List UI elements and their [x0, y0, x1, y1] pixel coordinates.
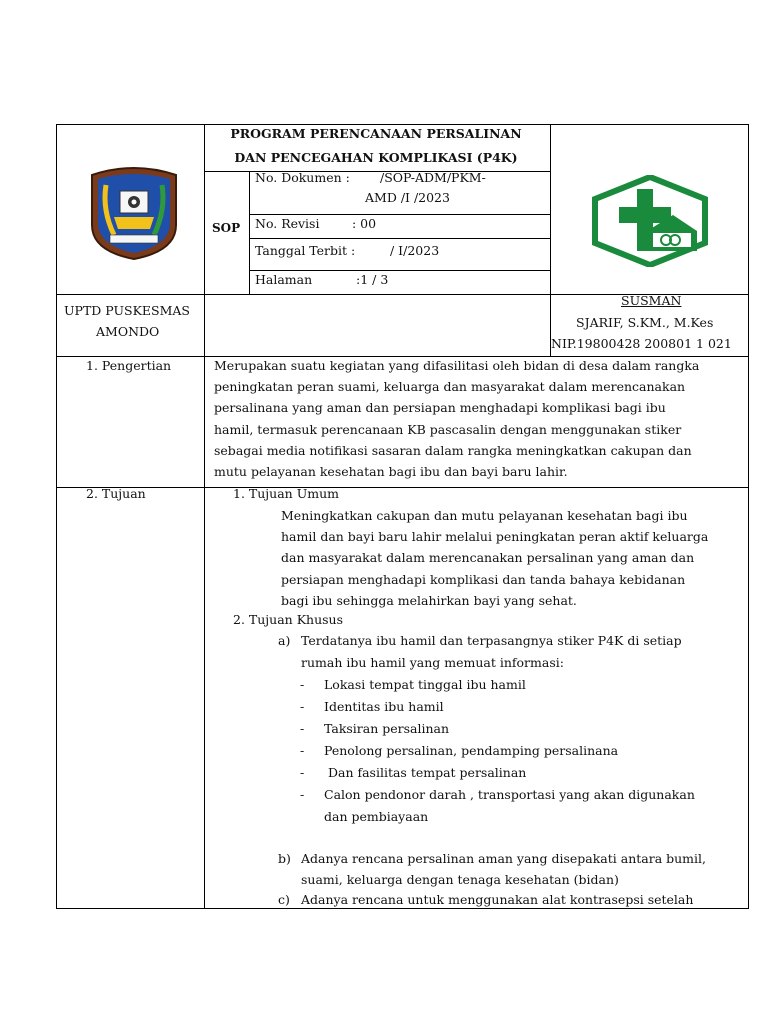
- signer-name-line1: SUSMAN: [621, 293, 682, 308]
- item-a-marker: a): [278, 633, 291, 648]
- doc-number-value-1: /SOP-ADM/PKM-: [380, 170, 486, 185]
- pengertian-line: sebagai media notifikasi sasaran dalam rangka meningkatkan cakupan dan: [214, 442, 692, 458]
- tujuan-umum-label: 1. Tujuan Umum: [233, 486, 339, 501]
- tujuan-umum-line: Meningkatkan cakupan dan mutu pelayanan kesehatan bagi ibu: [281, 508, 688, 523]
- bullet-dash: -: [300, 677, 305, 692]
- page-value: :1 / 3: [356, 272, 389, 287]
- pengertian-text: [214, 355, 699, 482]
- bullet-item: Calon pendonor darah , transportasi yang akan digunakan: [324, 787, 695, 802]
- tujuan-umum-line: persiapan menghadapi komplikasi dan tanda bahaya kebidanan: [281, 571, 686, 587]
- puskesmas-logo-icon: [591, 175, 709, 267]
- regional-logo-cell: [56, 124, 205, 295]
- signer-name-line2: SJARIF, S.KM., M.Kes: [576, 315, 714, 330]
- issue-date-value: / I/2023: [390, 243, 440, 258]
- pengertian-line: peningkatan peran suami, keluarga dan masyarakat dalam merencanakan: [214, 379, 686, 395]
- tujuan-label-cell: [56, 487, 205, 909]
- item-a-line1: Terdatanya ibu hamil dan terpasangnya stiker P4K di setiap: [301, 633, 682, 648]
- tujuan-umum-line: hamil dan bayi baru lahir melalui peningkatan peran aktif keluarga: [281, 529, 709, 545]
- health-logo-cell: [550, 124, 749, 295]
- pengertian-line: hamil, termasuk perencanaan KB pascasalin dengan menggunakan stiker: [214, 421, 682, 437]
- tujuan-umum-text: [281, 505, 708, 611]
- org-name-line1: UPTD PUSKESMAS: [64, 303, 190, 318]
- bullet-continuation: dan pembiayaan: [324, 809, 429, 824]
- issue-date-label: Tanggal Terbit :: [255, 243, 356, 258]
- bullet-item: Lokasi tempat tinggal ibu hamil: [324, 677, 526, 692]
- org-name-line2: AMONDO: [96, 324, 160, 339]
- tujuan-umum-line: dan masyarakat dalam merencanakan persalinan yang aman dan: [281, 550, 695, 566]
- bullet-dash: -: [300, 787, 305, 802]
- bullet-dash: -: [300, 765, 305, 780]
- sop-header: [56, 124, 749, 510]
- doc-number-label: No. Dokumen :: [255, 170, 350, 185]
- item-c-line1: Adanya rencana untuk menggunakan alat kontrasepsi setelah: [301, 892, 694, 907]
- bullet-item: Taksiran persalinan: [324, 721, 450, 736]
- signer-nip: NIP.19800428 200801 1 021: [551, 336, 732, 351]
- revision-label: No. Revisi: [255, 216, 320, 231]
- doc-number-value-2: AMD /I /2023: [365, 190, 450, 205]
- item-b-line1: Adanya rencana persalinan aman yang disepakati antara bumil,: [301, 851, 706, 866]
- page-label: Halaman: [255, 272, 313, 287]
- pengertian-label: 1. Pengertian: [86, 358, 172, 373]
- tujuan-khusus-label: 2. Tujuan Khusus: [233, 612, 344, 627]
- item-c-marker: c): [278, 892, 290, 907]
- document-title-line1: PROGRAM PERENCANAAN PERSALINAN: [230, 126, 522, 141]
- tujuan-label: 2. Tujuan: [86, 486, 146, 501]
- regency-emblem-icon: [84, 165, 184, 261]
- bullet-item: Dan fasilitas tempat persalinan: [324, 765, 527, 780]
- bullet-item: Penolong persalinan, pendamping persalinana: [324, 743, 619, 758]
- bullet-dash: -: [300, 721, 305, 736]
- pengertian-line: mutu pelayanan kesehatan bagi ibu dan bayi baru lahir.: [214, 464, 568, 480]
- sop-label: SOP: [212, 221, 241, 235]
- blank-cell: [204, 294, 551, 357]
- item-a-line2: rumah ibu hamil yang memuat informasi:: [301, 655, 564, 670]
- sop-document: [56, 124, 749, 907]
- pengertian-line: Merupakan suatu kegiatan yang difasilitasi oleh bidan di desa dalam rangka: [214, 358, 700, 373]
- bullet-dash: -: [300, 743, 305, 758]
- item-b-marker: b): [278, 851, 291, 866]
- item-b-line2: suami, keluarga dengan tenaga kesehatan (bidan): [301, 872, 619, 887]
- bullet-item: Identitas ibu hamil: [324, 699, 444, 714]
- tujuan-umum-line: bagi ibu sehingga melahirkan bayi yang sehat.: [281, 592, 577, 608]
- document-title-line2: DAN PENCEGAHAN KOMPLIKASI (P4K): [234, 150, 518, 165]
- pengertian-line: persalinana yang aman dan persiapan menghadapi komplikasi bagi ibu: [214, 400, 666, 416]
- bullet-dash: -: [300, 699, 305, 714]
- revision-value: : 00: [352, 216, 377, 231]
